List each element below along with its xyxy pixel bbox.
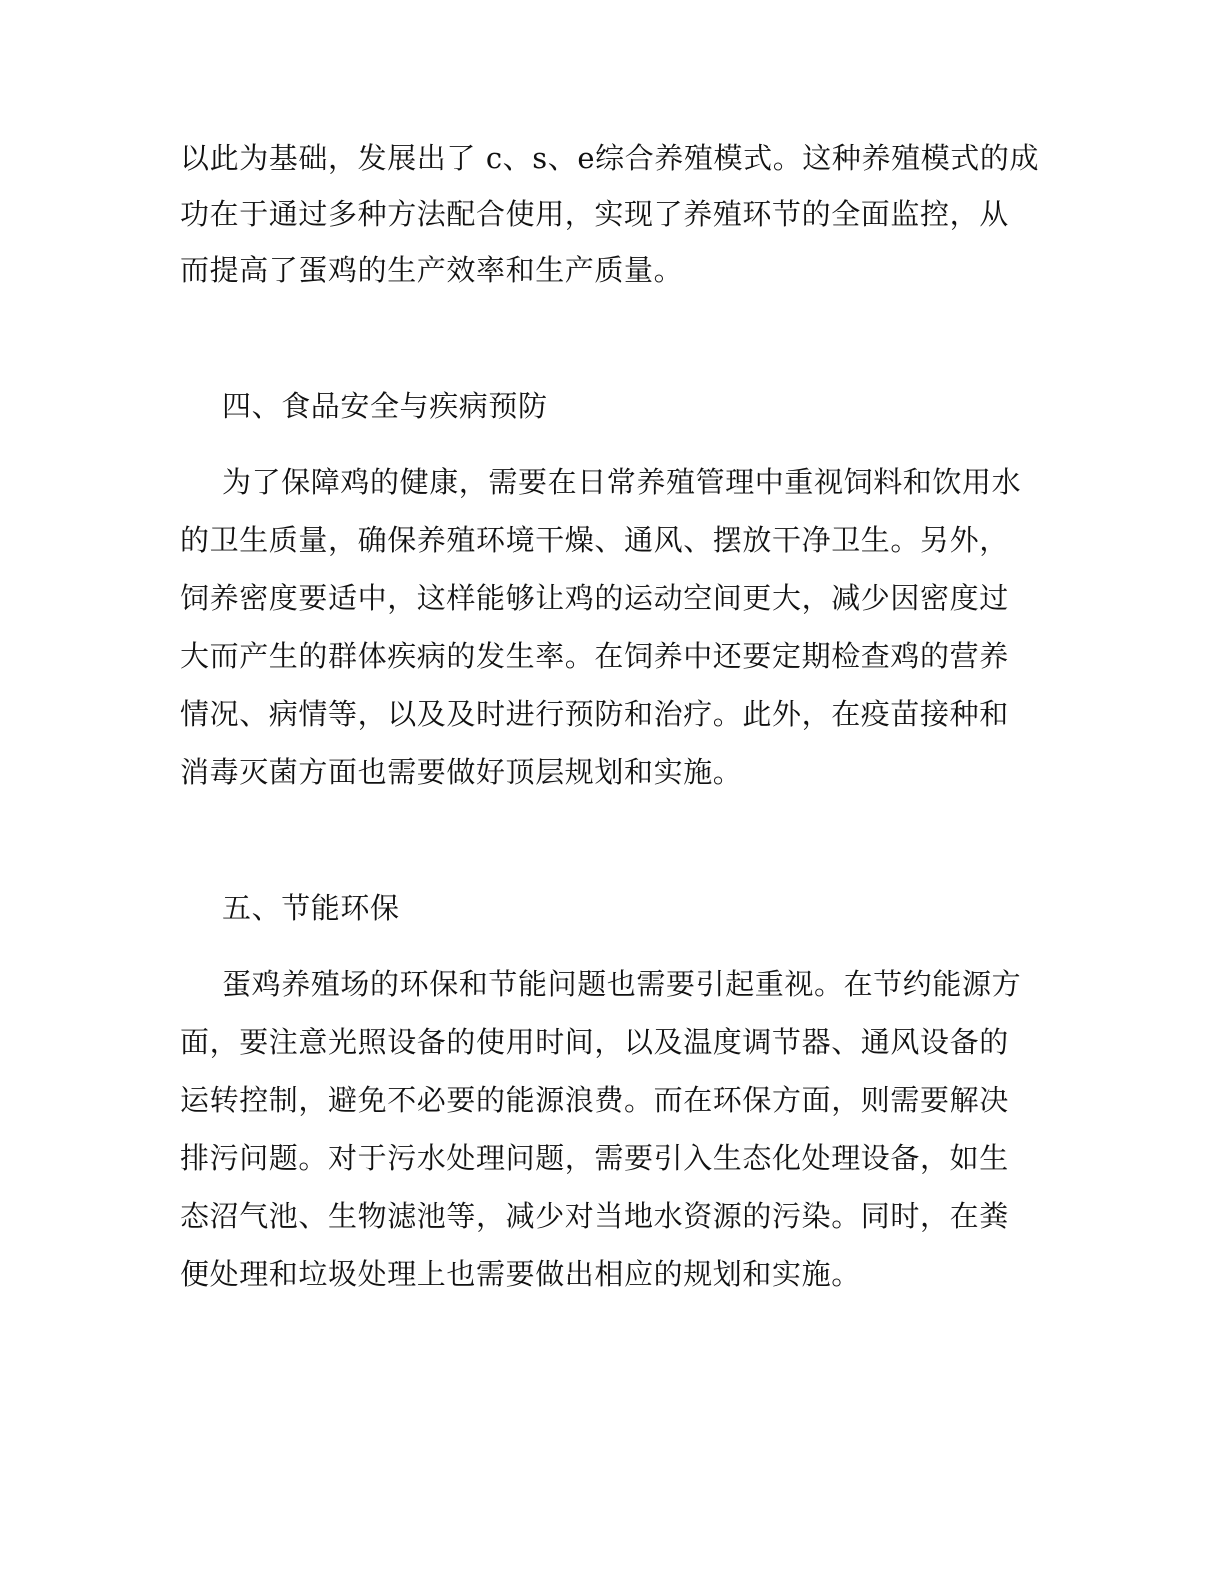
paragraph-line: 运转控制，避免不必要的能源浪费。而在环保方面，则需要解决 bbox=[180, 1083, 1009, 1117]
paragraph-line: 以此为基础，发展出了 c、s、e综合养殖模式。这种养殖模式的成 bbox=[180, 141, 1040, 175]
paragraph-line: 为了保障鸡的健康，需要在日常养殖管理中重视饲料和饮用水 bbox=[222, 465, 1022, 499]
paragraph-line: 大而产生的群体疾病的发生率。在饲养中还要定期检查鸡的营养 bbox=[180, 639, 1009, 673]
section-heading-energy-saving: 五、节能环保 bbox=[222, 891, 400, 925]
paragraph-line: 的卫生质量，确保养殖环境干燥、通风、摆放干净卫生。另外， bbox=[180, 523, 1009, 557]
paragraph-line: 面，要注意光照设备的使用时间，以及温度调节器、通风设备的 bbox=[180, 1025, 1009, 1059]
paragraph-line: 排污问题。对于污水处理问题，需要引入生态化处理设备，如生 bbox=[180, 1141, 1009, 1175]
paragraph-line: 而提高了蛋鸡的生产效率和生产质量。 bbox=[180, 253, 684, 287]
section-heading-food-safety: 四、食品安全与疾病预防 bbox=[222, 389, 548, 423]
paragraph-line: 功在于通过多种方法配合使用，实现了养殖环节的全面监控，从 bbox=[180, 197, 1009, 231]
paragraph-line: 饲养密度要适中，这样能够让鸡的运动空间更大，减少因密度过 bbox=[180, 581, 1009, 615]
paragraph-line: 态沼气池、生物滤池等，减少对当地水资源的污染。同时，在粪 bbox=[180, 1199, 1009, 1233]
paragraph-line: 消毒灭菌方面也需要做好顶层规划和实施。 bbox=[180, 755, 743, 789]
paragraph-line: 情况、病情等，以及及时进行预防和治疗。此外，在疫苗接种和 bbox=[180, 697, 1009, 731]
paragraph-line: 蛋鸡养殖场的环保和节能问题也需要引起重视。在节约能源方 bbox=[222, 967, 1022, 1001]
paragraph-line: 便处理和垃圾处理上也需要做出相应的规划和实施。 bbox=[180, 1257, 861, 1291]
